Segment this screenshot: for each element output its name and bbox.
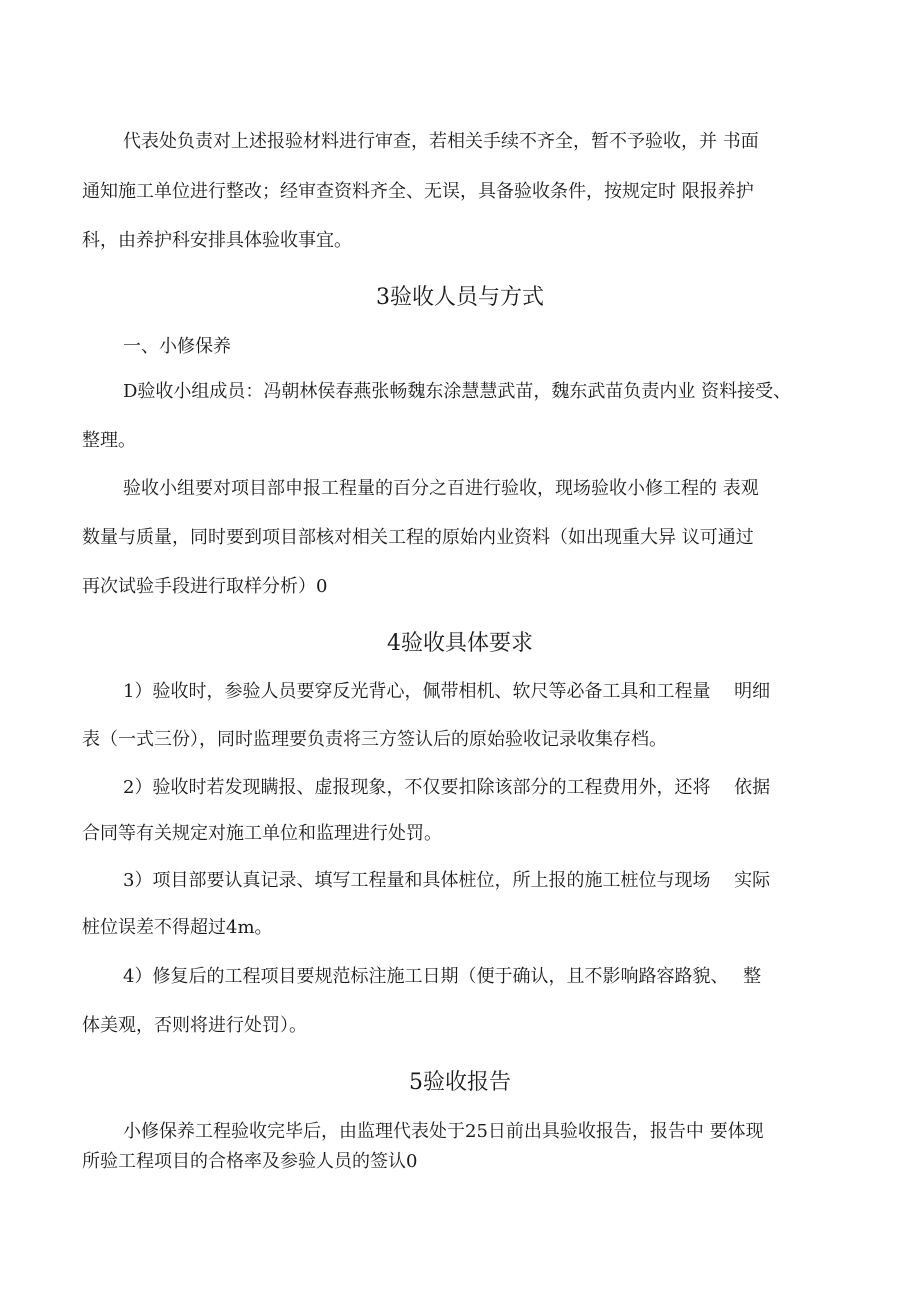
paragraph-line: 再次试验手段进行取样分析）0: [82, 576, 328, 597]
paragraph-line: 数量与质量，同时要到项目部核对相关工程的原始内业资料（如出现重大异 议可通过: [82, 527, 754, 548]
requirement-item-2: 2）验收时若发现瞒报、虚报现象，不仅要扣除该部分的工程费用外，还将 依据: [123, 777, 771, 798]
paragraph-line: 整理。: [82, 430, 136, 451]
section-heading-3: 3验收人员与方式: [376, 285, 544, 310]
section-heading-4: 4验收具体要求: [387, 631, 533, 656]
paragraph-line: 所验工程项目的合格率及参验人员的签认0: [82, 1151, 418, 1172]
paragraph-line: 代表处负责对上述报验材料进行审查，若相关手续不齐全，暂不予验收，并 书面: [123, 131, 759, 152]
requirement-item-1: 1）验收时，参验人员要穿反光背心，佩带相机、软尺等必备工具和工程量 明细: [123, 681, 771, 702]
requirement-item-3: 3）项目部要认真记录、填写工程量和具体桩位，所上报的施工桩位与现场 实际: [123, 870, 771, 891]
subheading-minor-maintenance: 一、小修保养: [123, 336, 231, 357]
paragraph-line: 验收小组要对项目部申报工程量的百分之百进行验收，现场验收小修工程的 表观: [123, 478, 759, 499]
requirement-item-4: 4）修复后的工程项目要规范标注施工日期（便于确认，且不影响路容路貌、 整: [123, 966, 762, 987]
paragraph-line: 体美观，否则将进行处罚）。: [82, 1015, 307, 1036]
paragraph-line: D验收小组成员：冯朝林侯春燕张畅魏东涂慧慧武苗，魏东武苗负责内业 资料接受、: [123, 381, 792, 402]
section-heading-5: 5验收报告: [409, 1070, 511, 1095]
paragraph-line: 小修保养工程验收完毕后，由监理代表处于25日前出具验收报告，报告中 要体现: [123, 1121, 764, 1142]
paragraph-line: 表（一式三份），同时监理要负责将三方签认后的原始验收记录收集存档。: [82, 729, 667, 750]
paragraph-line: 合同等有关规定对施工单位和监理进行处罚。: [82, 823, 442, 844]
paragraph-line: 科，由养护科安排具体验收事宜。: [82, 230, 352, 251]
paragraph-line: 通知施工单位进行整改；经审查资料齐全、无误，具备验收条件，按规定时 限报养护: [82, 181, 754, 202]
paragraph-line: 桩位误差不得超过4m。: [82, 917, 273, 938]
